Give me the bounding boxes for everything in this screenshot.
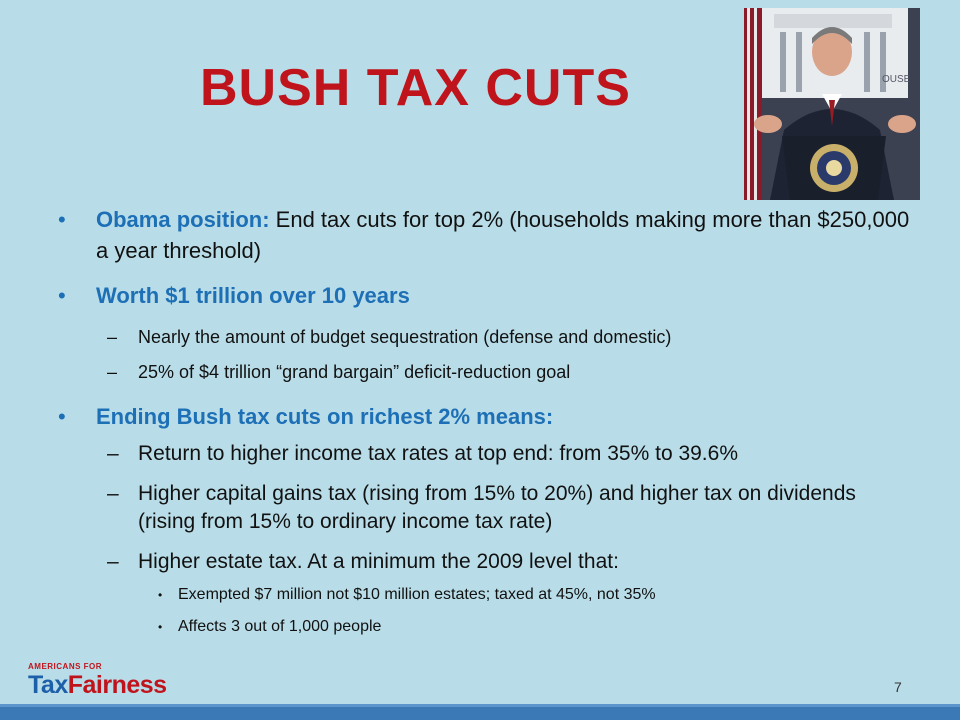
dot-marker: •: [158, 588, 163, 602]
logo-tax-text: Tax: [28, 671, 68, 699]
bullet-worth: [58, 280, 918, 311]
sub-bullet-capital-gains: [58, 480, 918, 536]
bullet-obama-position: [58, 204, 918, 266]
sub-bullet-text: Higher estate tax. At a minimum the 2009 level that:: [138, 550, 619, 573]
dash-marker: –: [107, 482, 119, 505]
sub-sub-bullet-exempted: [58, 584, 918, 606]
bullet-lead-text: Obama position:: [96, 207, 270, 232]
bullet-body-text: End tax cuts for top 2% (households making more than $250,000 a year threshold): [96, 207, 910, 263]
dash-marker: –: [107, 362, 118, 382]
speaker-photo: [744, 8, 920, 200]
bullet-lead-text: Ending Bush tax cuts on richest 2% means:: [96, 404, 554, 429]
sub-bullet-text: 25% of $4 trillion “grand bargain” deficit-reduction goal: [138, 362, 571, 382]
bullet-marker: •: [58, 207, 66, 232]
dash-marker: –: [107, 550, 119, 573]
sub-bullet-income-tax: [58, 440, 918, 468]
sub-sub-bullet-text: Affects 3 out of 1,000 people: [178, 618, 382, 635]
logo-wordmark: [28, 671, 167, 700]
dash-marker: –: [107, 327, 118, 347]
dash-marker: –: [107, 442, 119, 465]
sub-bullet-estate-tax: [58, 548, 918, 576]
sub-bullet-text: Higher capital gains tax (rising from 15% to 20%) and higher tax on dividends (rising from 15% to ordinary income tax rate): [138, 482, 856, 533]
footer-bar-highlight: [0, 704, 960, 707]
logo-tagline: AMERICANS FOR: [28, 662, 103, 671]
sub-bullet-grand-bargain: [58, 360, 918, 385]
sub-sub-bullet-text: Exempted $7 million not $10 million estates; taxed at 45%, not 35%: [178, 586, 656, 603]
bullet-marker: •: [58, 283, 66, 308]
bullet-marker: •: [58, 404, 66, 429]
americans-for-tax-fairness-logo: [28, 662, 178, 702]
sub-bullet-text: Nearly the amount of budget sequestration (defense and domestic): [138, 327, 672, 347]
speaker-photo-illustration: [744, 8, 920, 200]
photo-sign-text: OUSE: [882, 74, 911, 85]
logo-fairness-text: Fairness: [67, 671, 167, 699]
slide-title: BUSH TAX CUTS: [200, 59, 631, 117]
bullet-list: [58, 204, 918, 648]
sub-bullet-sequestration: [58, 325, 918, 350]
sub-sub-bullet-affects: [58, 616, 918, 638]
sub-bullet-text: Return to higher income tax rates at top end: from 35% to 39.6%: [138, 442, 738, 465]
bullet-ending-tax-cuts: [58, 401, 918, 432]
page-number: 7: [894, 679, 902, 695]
bullet-lead-text: Worth $1 trillion over 10 years: [96, 283, 410, 308]
dot-marker: •: [158, 620, 163, 634]
